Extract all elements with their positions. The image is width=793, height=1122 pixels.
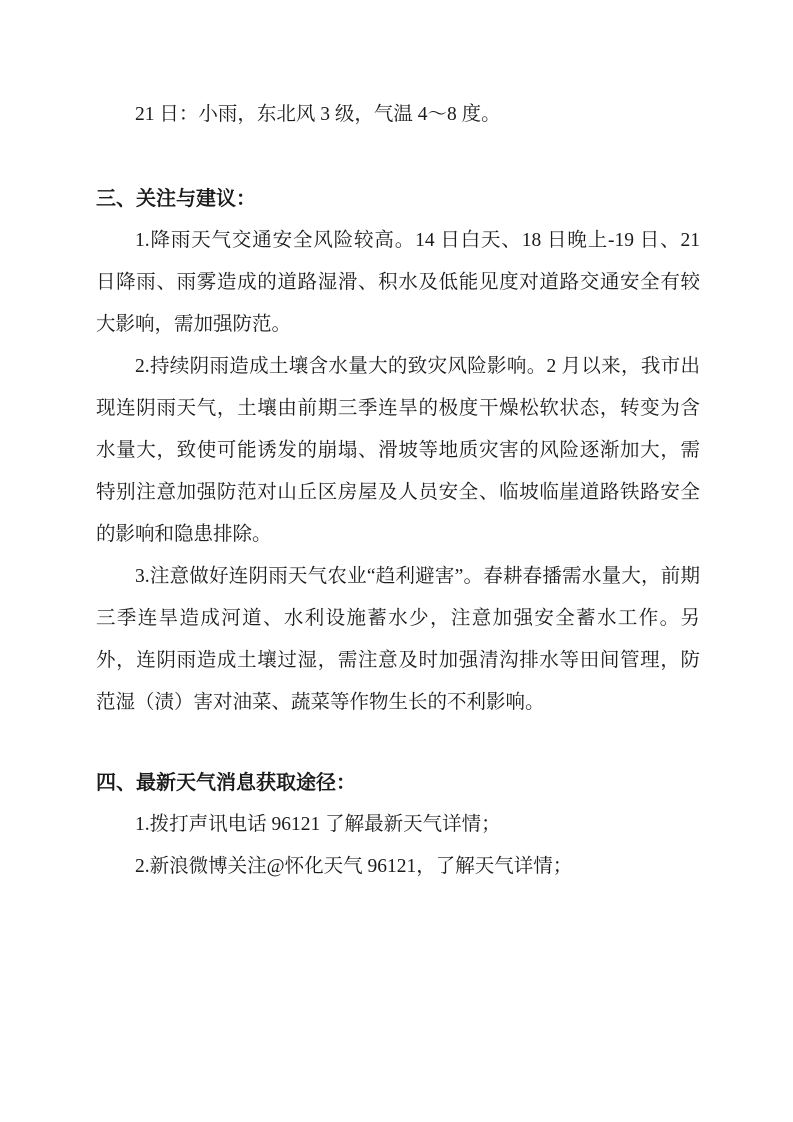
list-item-hotline-96121: 1.拨打声讯电话 96121 了解最新天气详情； (135, 814, 501, 835)
paragraph-agriculture-advice: 3.注意做好连阴雨天气农业“趋利避害”。春耕春播需水量大，前期三季连旱造成河道、水利设施蓄水少，注意加强安全蓄水工作。另外，连阴雨造成土壤过湿，需注意及时加强清沟排水等田间管理，防范湿（渍）害对油菜、蔬菜等作物生长的不利影响。 (96, 566, 700, 713)
list-item-weibo-huaihua-weather: 2.新浪微博关注@怀化天气 96121，了解天气详情； (135, 856, 573, 877)
paragraph-soil-moisture-disaster-risk: 2.持续阴雨造成土壤含水量大的致灾风险影响。2 月以来，我市出现连阴雨天气，土壤由前期三季连旱的极度干燥松软状态，转变为含水量大，致使可能诱发的崩塌、滑坡等地质灾害的风险逐渐加大，需特别注意加强防范对山丘区房屋及人员安全、临坡临崖道路铁路安全的影响和隐患排除。 (96, 356, 700, 545)
section-heading-weather-info-channels: 四、最新天气消息获取途径： (96, 772, 356, 794)
forecast-line-day-21: 21 日：小雨，东北风 3 级，气温 4～8 度。 (135, 104, 501, 125)
section-heading-attention-suggestions: 三、关注与建议： (96, 188, 256, 210)
paragraph-traffic-safety-risk: 1.降雨天气交通安全风险较高。14 日白天、18 日晚上-19 日、21 日降雨、雨雾造成的道路湿滑、积水及低能见度对道路交通安全有较大影响，需加强防范。 (96, 230, 700, 335)
